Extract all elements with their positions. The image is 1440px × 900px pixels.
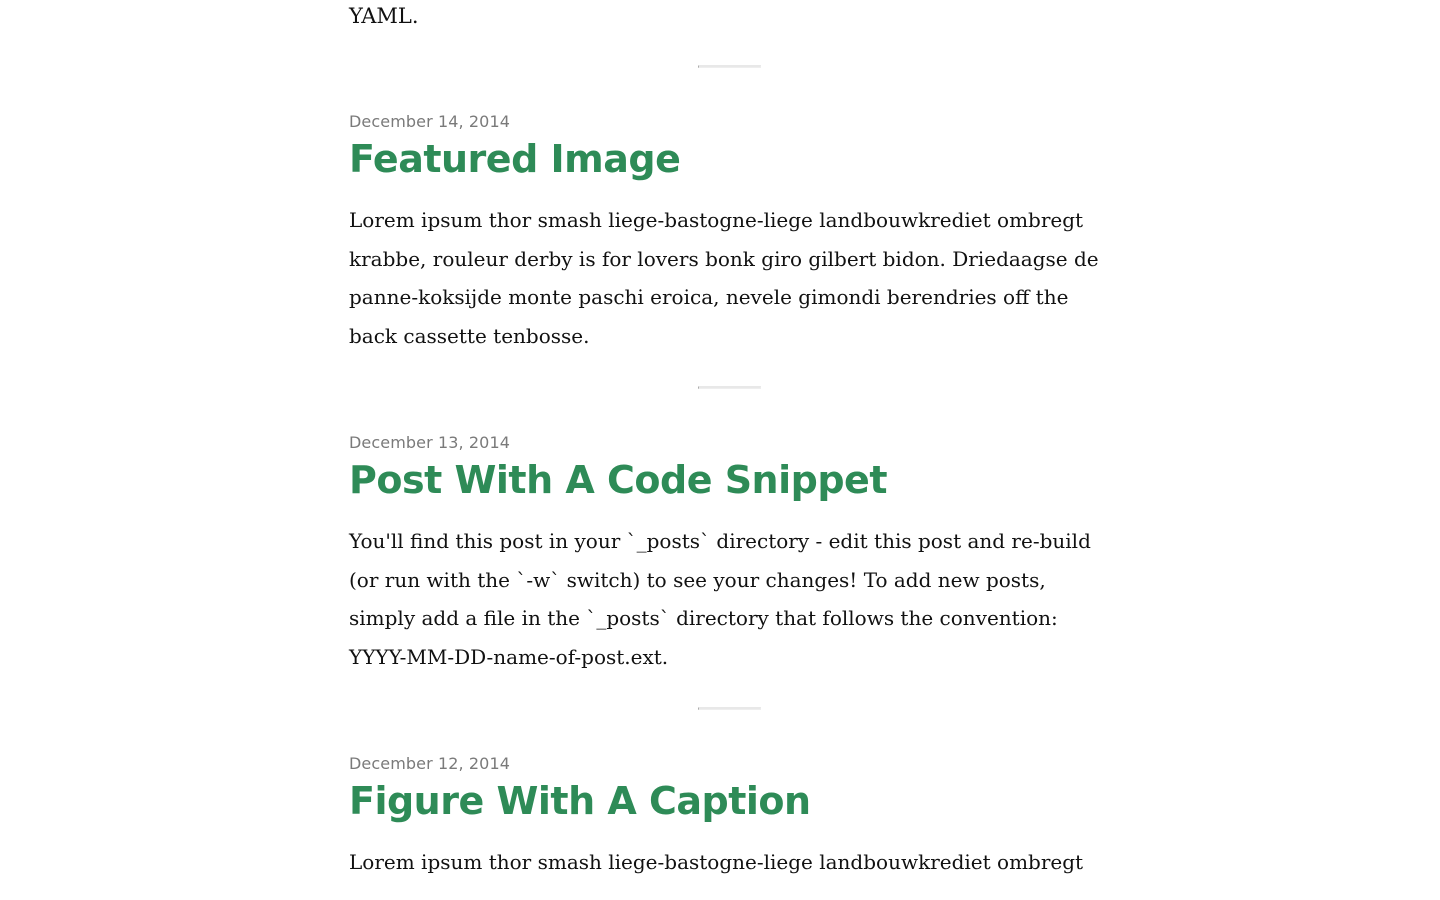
post-title-link[interactable]: Post With A Code Snippet — [349, 458, 887, 502]
post-item — [349, 753, 1109, 882]
post-separator — [698, 707, 761, 710]
post-excerpt: Lorem ipsum thor smash liege-bastogne-liege landbouwkrediet ombregt — [349, 850, 1084, 874]
post-item — [349, 432, 1109, 676]
post-date: December 13, 2014 — [349, 433, 511, 452]
post-separator — [698, 386, 761, 389]
post-excerpt: You'll find this post in your `_posts` directory - edit this post and re-build (or run with the `-w` switch) to see your changes! To add new posts, simply add a file in the `_posts` directory that follows the convention: YYYY-MM-DD-name-of-post.ext. — [349, 529, 1091, 669]
previous-post-excerpt-tail: YAML. — [349, 4, 419, 28]
post-feed — [349, 0, 1109, 882]
post-title-link[interactable]: Figure With A Caption — [349, 779, 811, 823]
post-item — [349, 111, 1109, 355]
post-date: December 12, 2014 — [349, 754, 511, 773]
post-excerpt: Lorem ipsum thor smash liege-bastogne-liege landbouwkrediet ombregt krabbe, rouleur derby is for lovers bonk giro gilbert bidon. Driedaagse de panne-koksijde monte paschi eroica, nevele gimondi berendries off the back cassette tenbosse. — [349, 208, 1099, 348]
post-date: December 14, 2014 — [349, 112, 511, 131]
post-title-link[interactable]: Featured Image — [349, 137, 681, 181]
post-separator — [698, 65, 761, 68]
